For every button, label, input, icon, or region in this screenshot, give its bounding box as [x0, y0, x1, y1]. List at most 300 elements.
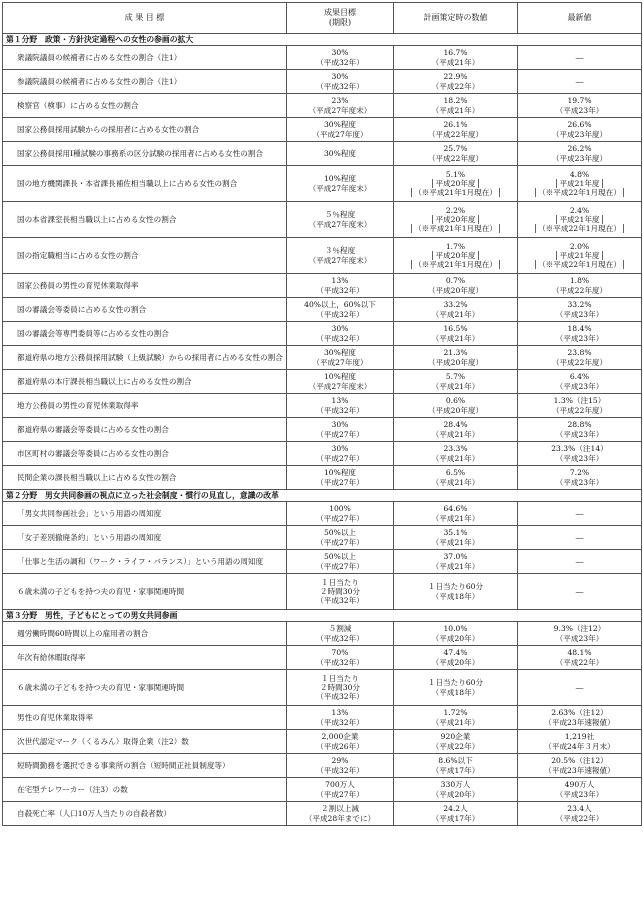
- cell-item: 男性の育児休業取得率: [3, 706, 287, 730]
- cell-plan: [394, 502, 518, 526]
- cell-line: ５％程度: [324, 210, 356, 220]
- cell-latest: [518, 70, 642, 94]
- cell-line: （平成22年度）: [427, 129, 484, 139]
- cell-plan: [394, 706, 518, 730]
- cell-item: 自殺死亡率（人口10万人当たりの自殺者数）: [3, 802, 287, 826]
- cell-line: （平成32年）: [316, 717, 364, 727]
- cell-plan: [394, 550, 518, 574]
- cell-target: [287, 754, 394, 778]
- cell-line: 平成20年度: [396, 251, 515, 260]
- cell-target: [287, 418, 394, 442]
- cell-line: 23.3%（注14）: [551, 444, 608, 454]
- cell-line: 平成21年度: [520, 215, 639, 224]
- section-title: 第２分野 男女共同参画の視点に立った社会制度・慣行の見直し，意識の改革: [3, 490, 642, 502]
- cell-line: 1.72%: [443, 708, 468, 718]
- cell-plan: [394, 370, 518, 394]
- section-header-row: [3, 490, 642, 502]
- cell-line: 70%: [331, 648, 349, 658]
- cell-line: （平成23年度）: [551, 153, 608, 163]
- cell-line: ３％程度: [324, 246, 356, 256]
- cell-line: （平成20年）: [431, 657, 480, 667]
- section-header-row: [3, 610, 642, 622]
- table-row: [3, 622, 642, 646]
- cell-line: 30%: [331, 444, 349, 454]
- cell-item: 検察官（検事）に占める女性の割合: [3, 94, 287, 118]
- cell-line: 28.4%: [443, 420, 468, 430]
- cell-line: （平成32年）: [316, 309, 364, 319]
- cell-line: （平成27年）: [316, 789, 364, 799]
- cell-line: 7.2%: [569, 468, 590, 478]
- cell-line: 13%: [331, 276, 349, 286]
- cell-line: （平成23年）: [555, 333, 604, 343]
- cell-item: 民間企業の課長相当職以上に占める女性の割合: [3, 466, 287, 490]
- cell-line: （平成22年）: [555, 657, 604, 667]
- cell-plan: [394, 802, 518, 826]
- cell-latest: [518, 730, 642, 754]
- section-title: 第１分野 政策・方針決定過程への女性の参画の拡大: [3, 34, 642, 46]
- cell-plan: [394, 442, 518, 466]
- cell-line: 47.4%: [443, 648, 468, 658]
- cell-line: （平成21年）: [431, 537, 480, 547]
- cell-item: 国家公務員採用試験からの採用者に占める女性の割合: [3, 118, 287, 142]
- cell-item: 国家公務員採用Ⅰ種試験の事務系の区分試験の採用者に占める女性の割合: [3, 142, 287, 166]
- cell-line: （平成27年度）: [312, 357, 368, 367]
- cell-latest: [518, 346, 642, 370]
- cell-latest: [518, 442, 642, 466]
- cell-line: （平成21年）: [431, 105, 480, 115]
- cell-line: （平成28年までに）: [304, 813, 376, 823]
- cell-target: [287, 502, 394, 526]
- cell-latest: [518, 46, 642, 70]
- cell-line: 35.1%: [443, 528, 468, 538]
- cell-latest: [518, 118, 642, 142]
- cell-line: （平成27年度末）: [308, 219, 372, 229]
- cell-target: [287, 730, 394, 754]
- cell-line: 26.1%: [443, 120, 468, 130]
- cell-line: ―: [575, 586, 584, 596]
- cell-item: 次世代認定マーク（くるみん）取得企業（注2）数: [3, 730, 287, 754]
- cell-line: 37.0%: [443, 552, 468, 562]
- cell-line: 100%: [329, 504, 351, 514]
- cell-item: 「男女共同参画社会」という用語の周知度: [3, 502, 287, 526]
- section-title: 第３分野 男性，子どもにとっての男女共同参画: [3, 610, 642, 622]
- cell-line: 26.6%: [567, 120, 592, 130]
- cell-item: 地方公務員の男性の育児休業取得率: [3, 394, 287, 418]
- cell-line: （※平成21年1月現在）: [396, 260, 515, 269]
- header-plan: 計画策定時の数値: [394, 3, 518, 34]
- cell-target: [287, 238, 394, 274]
- cell-line: （平成21年）: [431, 717, 480, 727]
- cell-line: （平成32年）: [316, 57, 364, 67]
- cell-line: （平成24年３月末）: [544, 741, 615, 751]
- cell-line: 29%: [331, 756, 349, 766]
- cell-line: （平成22年）: [555, 813, 604, 823]
- cell-line: （※平成22年1月現在）: [520, 188, 639, 197]
- cell-line: （平成23年速報値）: [544, 717, 615, 727]
- cell-line: （平成21年）: [431, 381, 480, 391]
- cell-line: （平成32年）: [316, 596, 364, 606]
- cell-latest: [518, 550, 642, 574]
- cell-target: [287, 202, 394, 238]
- cell-line: 30%程度: [323, 120, 357, 130]
- table-row: [3, 706, 642, 730]
- cell-line: ―: [575, 682, 584, 692]
- cell-item: 市区町村の審議会等委員に占める女性の割合: [3, 442, 287, 466]
- table-row: [3, 394, 642, 418]
- cell-line: 700万人: [325, 780, 355, 790]
- targets-table: [2, 2, 642, 826]
- cell-target: [287, 298, 394, 322]
- table-row: [3, 502, 642, 526]
- cell-line: ―: [575, 532, 584, 542]
- cell-line: (期限): [328, 18, 352, 27]
- cell-line: （平成22年）: [431, 81, 480, 91]
- cell-line: （平成21年）: [431, 333, 480, 343]
- cell-latest: [518, 322, 642, 346]
- cell-plan: [394, 298, 518, 322]
- cell-target: [287, 442, 394, 466]
- cell-line: ２時間30分: [319, 682, 361, 692]
- table-row: [3, 118, 642, 142]
- table-row: [3, 646, 642, 670]
- table-row: [3, 802, 642, 826]
- cell-line: 330万人: [440, 780, 471, 790]
- cell-line: 1.3%（注15）: [553, 396, 606, 406]
- cell-item: ６歳未満の子どもを持つ夫の育児・家事関連時間: [3, 670, 287, 706]
- cell-latest: [518, 142, 642, 166]
- cell-line: 平成20年度: [396, 215, 515, 224]
- section-header-row: [3, 34, 642, 46]
- table-row: [3, 274, 642, 298]
- cell-item: 都道府県の本庁課長相当職以上に占める女性の割合: [3, 370, 287, 394]
- cell-line: （平成27年）: [316, 561, 364, 571]
- cell-latest: [518, 802, 642, 826]
- cell-item: 国の指定職相当に占める女性の割合: [3, 238, 287, 274]
- cell-line: １日当たり: [321, 673, 359, 683]
- cell-target: [287, 526, 394, 550]
- table-row: [3, 778, 642, 802]
- cell-line: 10%程度: [323, 174, 357, 184]
- cell-line: （平成32年）: [316, 81, 364, 91]
- cell-line: 50%以上: [323, 552, 357, 562]
- cell-target: [287, 70, 394, 94]
- table-row: [3, 166, 642, 202]
- cell-line: 23%: [331, 96, 349, 106]
- cell-line: ―: [575, 76, 584, 86]
- cell-line: 23.3%: [443, 444, 468, 454]
- cell-latest: [518, 394, 642, 418]
- cell-line: （平成23年）: [555, 105, 604, 115]
- cell-line: （平成21年）: [431, 513, 480, 523]
- cell-line: 2.0%: [569, 241, 590, 251]
- table-row: [3, 574, 642, 610]
- cell-item: 「仕事と生活の調和（ワーク・ライフ・バランス）」という用語の周知度: [3, 550, 287, 574]
- table-row: [3, 526, 642, 550]
- table-row: [3, 202, 642, 238]
- cell-target: [287, 274, 394, 298]
- cell-line: （平成20年）: [431, 633, 480, 643]
- cell-latest: [518, 574, 642, 610]
- cell-line: 24.2人: [443, 804, 468, 814]
- cell-plan: [394, 274, 518, 298]
- cell-line: （平成23年）: [555, 789, 604, 799]
- cell-plan: [394, 70, 518, 94]
- cell-line: 13%: [331, 396, 349, 406]
- cell-latest: [518, 418, 642, 442]
- cell-target: [287, 370, 394, 394]
- cell-line: （平成23年）: [555, 453, 604, 463]
- cell-plan: [394, 622, 518, 646]
- cell-line: （平成22年度）: [551, 357, 608, 367]
- cell-line: 0.7%: [445, 276, 466, 286]
- cell-line: （平成32年）: [316, 692, 364, 702]
- cell-line: （平成21年）: [431, 429, 480, 439]
- cell-line: 0.6%: [445, 396, 466, 406]
- cell-line: （平成27年）: [316, 453, 364, 463]
- cell-item: 参議院議員の候補者に占める女性の割合（注1）: [3, 70, 287, 94]
- cell-plan: [394, 418, 518, 442]
- cell-latest: [518, 298, 642, 322]
- cell-target: [287, 94, 394, 118]
- cell-line: （平成23年度）: [551, 129, 608, 139]
- cell-line: 33.2%: [567, 300, 592, 310]
- cell-line: 2,000企業: [321, 732, 359, 742]
- cell-line: （平成20年）: [431, 789, 480, 799]
- cell-line: 2.4%: [569, 205, 590, 215]
- cell-line: 平成20年度: [396, 179, 515, 188]
- cell-line: 920企業: [440, 732, 471, 742]
- cell-latest: [518, 778, 642, 802]
- cell-line: 1,219社: [564, 732, 595, 742]
- cell-line: （平成27年）: [316, 513, 364, 523]
- cell-line: ２割以上減: [321, 804, 359, 814]
- cell-line: 平成21年度: [520, 179, 639, 188]
- cell-line: 18.4%: [567, 324, 592, 334]
- cell-line: （平成23年）: [555, 429, 604, 439]
- cell-target: [287, 550, 394, 574]
- header-latest: 最新値: [518, 3, 642, 34]
- table-row: [3, 346, 642, 370]
- cell-line: ５割減: [328, 624, 352, 634]
- cell-line: 16.5%: [443, 324, 468, 334]
- cell-latest: [518, 670, 642, 706]
- table-row: [3, 322, 642, 346]
- cell-line: （※平成22年1月現在）: [520, 260, 639, 269]
- table-row: [3, 142, 642, 166]
- cell-item: 短時間勤務を選択できる事業所の割合（短時間正社員制度等）: [3, 754, 287, 778]
- cell-line: （平成23年）: [555, 477, 604, 487]
- cell-line: （平成23年速報値）: [544, 765, 615, 775]
- cell-line: 64.6%: [443, 504, 468, 514]
- header-item: 成 果 目 標: [3, 3, 287, 34]
- cell-line: 30%程度: [323, 348, 357, 358]
- cell-item: 年次有給休暇取得率: [3, 646, 287, 670]
- cell-latest: [518, 622, 642, 646]
- cell-line: （平成27年度末）: [308, 255, 372, 265]
- header-target: [287, 3, 394, 34]
- cell-line: 6.4%: [569, 372, 590, 382]
- cell-line: （平成22年度）: [427, 153, 484, 163]
- table-row: [3, 418, 642, 442]
- cell-line: （平成21年）: [431, 453, 480, 463]
- cell-line: 4.8%: [569, 169, 590, 179]
- cell-latest: [518, 526, 642, 550]
- cell-plan: [394, 322, 518, 346]
- table-row: [3, 94, 642, 118]
- cell-item: 国の審議会等専門委員等に占める女性の割合: [3, 322, 287, 346]
- cell-plan: [394, 346, 518, 370]
- cell-line: 21.3%: [443, 348, 468, 358]
- cell-line: （※平成21年1月現在）: [396, 224, 515, 233]
- cell-latest: [518, 370, 642, 394]
- cell-line: （平成27年）: [316, 429, 364, 439]
- cell-item: 国家公務員の男性の育児休業取得率: [3, 274, 287, 298]
- cell-item: 在宅型テレワーカー（注3）の数: [3, 778, 287, 802]
- cell-line: 5.1%: [445, 169, 466, 179]
- cell-latest: [518, 502, 642, 526]
- cell-line: ２時間30分: [319, 586, 361, 596]
- cell-plan: [394, 670, 518, 706]
- cell-line: 1.7%: [445, 241, 466, 251]
- cell-line: 13%: [331, 708, 349, 718]
- cell-line: （平成32年）: [316, 405, 364, 415]
- cell-line: （※平成22年1月現在）: [520, 224, 639, 233]
- cell-line: （平成17年）: [431, 813, 480, 823]
- cell-target: [287, 778, 394, 802]
- cell-target: [287, 166, 394, 202]
- cell-target: [287, 394, 394, 418]
- cell-target: [287, 346, 394, 370]
- cell-latest: [518, 646, 642, 670]
- cell-line: ―: [575, 556, 584, 566]
- cell-plan: [394, 466, 518, 490]
- cell-target: [287, 118, 394, 142]
- cell-target: [287, 46, 394, 70]
- cell-line: 30%: [331, 48, 349, 58]
- cell-line: （平成18年）: [431, 591, 480, 601]
- cell-line: （平成26年）: [316, 741, 364, 751]
- cell-line: 10%程度: [323, 372, 357, 382]
- cell-plan: [394, 394, 518, 418]
- cell-line: 9.3%（注12）: [553, 624, 606, 634]
- cell-plan: [394, 526, 518, 550]
- cell-latest: [518, 274, 642, 298]
- cell-item: 都道府県の審議会等委員に占める女性の割合: [3, 418, 287, 442]
- cell-latest: [518, 202, 642, 238]
- cell-line: （平成21年）: [431, 561, 480, 571]
- cell-line: （平成32年）: [316, 285, 364, 295]
- cell-line: 22.9%: [443, 72, 468, 82]
- cell-line: （平成32年）: [316, 333, 364, 343]
- cell-plan: [394, 46, 518, 70]
- cell-line: 490万人: [564, 780, 595, 790]
- cell-latest: [518, 754, 642, 778]
- cell-target: [287, 622, 394, 646]
- cell-line: 30%程度: [323, 148, 357, 158]
- cell-line: （平成20年度）: [427, 405, 484, 415]
- cell-line: （平成32年）: [316, 765, 364, 775]
- cell-line: 25.7%: [443, 144, 468, 154]
- cell-target: [287, 802, 394, 826]
- cell-latest: [518, 466, 642, 490]
- cell-latest: [518, 166, 642, 202]
- cell-line: 26.2%: [567, 144, 592, 154]
- cell-plan: [394, 778, 518, 802]
- cell-item: 衆議院議員の候補者に占める女性の割合（注1）: [3, 46, 287, 70]
- cell-line: 18.2%: [443, 96, 468, 106]
- cell-plan: [394, 166, 518, 202]
- cell-line: 30%: [331, 324, 349, 334]
- cell-line: （平成17年）: [431, 765, 480, 775]
- header-row: [3, 3, 642, 34]
- cell-line: 1.8%: [569, 276, 590, 286]
- cell-line: 16.7%: [443, 48, 468, 58]
- cell-item: 週労働時間60時間以上の雇用者の割合: [3, 622, 287, 646]
- cell-target: [287, 646, 394, 670]
- cell-line: （平成20年度）: [427, 285, 484, 295]
- cell-target: [287, 466, 394, 490]
- cell-target: [287, 142, 394, 166]
- table-row: [3, 466, 642, 490]
- cell-latest: [518, 94, 642, 118]
- cell-line: （平成23年）: [555, 633, 604, 643]
- cell-line: （平成32年）: [316, 657, 364, 667]
- cell-line: 50%以上: [323, 528, 357, 538]
- cell-plan: [394, 202, 518, 238]
- cell-line: （※平成21年1月現在）: [396, 188, 515, 197]
- cell-target: [287, 670, 394, 706]
- cell-line: （平成22年度）: [551, 285, 608, 295]
- table-row: [3, 238, 642, 274]
- cell-line: （平成27年）: [316, 537, 364, 547]
- cell-line: 20.5%（注12）: [551, 756, 608, 766]
- cell-line: 2.2%: [445, 205, 466, 215]
- cell-line: 40%以上，60%以下: [304, 300, 376, 310]
- cell-item: 「女子差別撤廃条約」という用語の周知度: [3, 526, 287, 550]
- cell-latest: [518, 238, 642, 274]
- cell-line: （平成23年）: [555, 381, 604, 391]
- cell-line: 48.1%: [567, 648, 592, 658]
- cell-plan: [394, 94, 518, 118]
- cell-plan: [394, 238, 518, 274]
- cell-target: [287, 322, 394, 346]
- cell-line: 23.8%: [567, 348, 592, 358]
- cell-line: （平成21年）: [431, 57, 480, 67]
- cell-target: [287, 574, 394, 610]
- table-row: [3, 442, 642, 466]
- cell-plan: [394, 118, 518, 142]
- table-row: [3, 70, 642, 94]
- cell-line: （平成21年）: [431, 477, 480, 487]
- cell-line: （平成27年度末）: [308, 183, 372, 193]
- cell-item: 国の審議会等委員に占める女性の割合: [3, 298, 287, 322]
- cell-plan: [394, 730, 518, 754]
- cell-line: 28.8%: [567, 420, 592, 430]
- cell-line: 8.6%以下: [438, 756, 473, 766]
- cell-latest: [518, 706, 642, 730]
- table-row: [3, 46, 642, 70]
- cell-plan: [394, 142, 518, 166]
- cell-line: （平成20年度）: [427, 357, 484, 367]
- cell-line: 30%: [331, 420, 349, 430]
- cell-line: （平成32年）: [316, 633, 364, 643]
- cell-line: （平成18年）: [431, 687, 480, 697]
- cell-line: （平成22年）: [431, 741, 480, 751]
- cell-line: 成果目標: [324, 8, 356, 17]
- cell-line: 19.7%: [567, 96, 592, 106]
- table-row: [3, 670, 642, 706]
- cell-line: （平成27年度末）: [308, 381, 372, 391]
